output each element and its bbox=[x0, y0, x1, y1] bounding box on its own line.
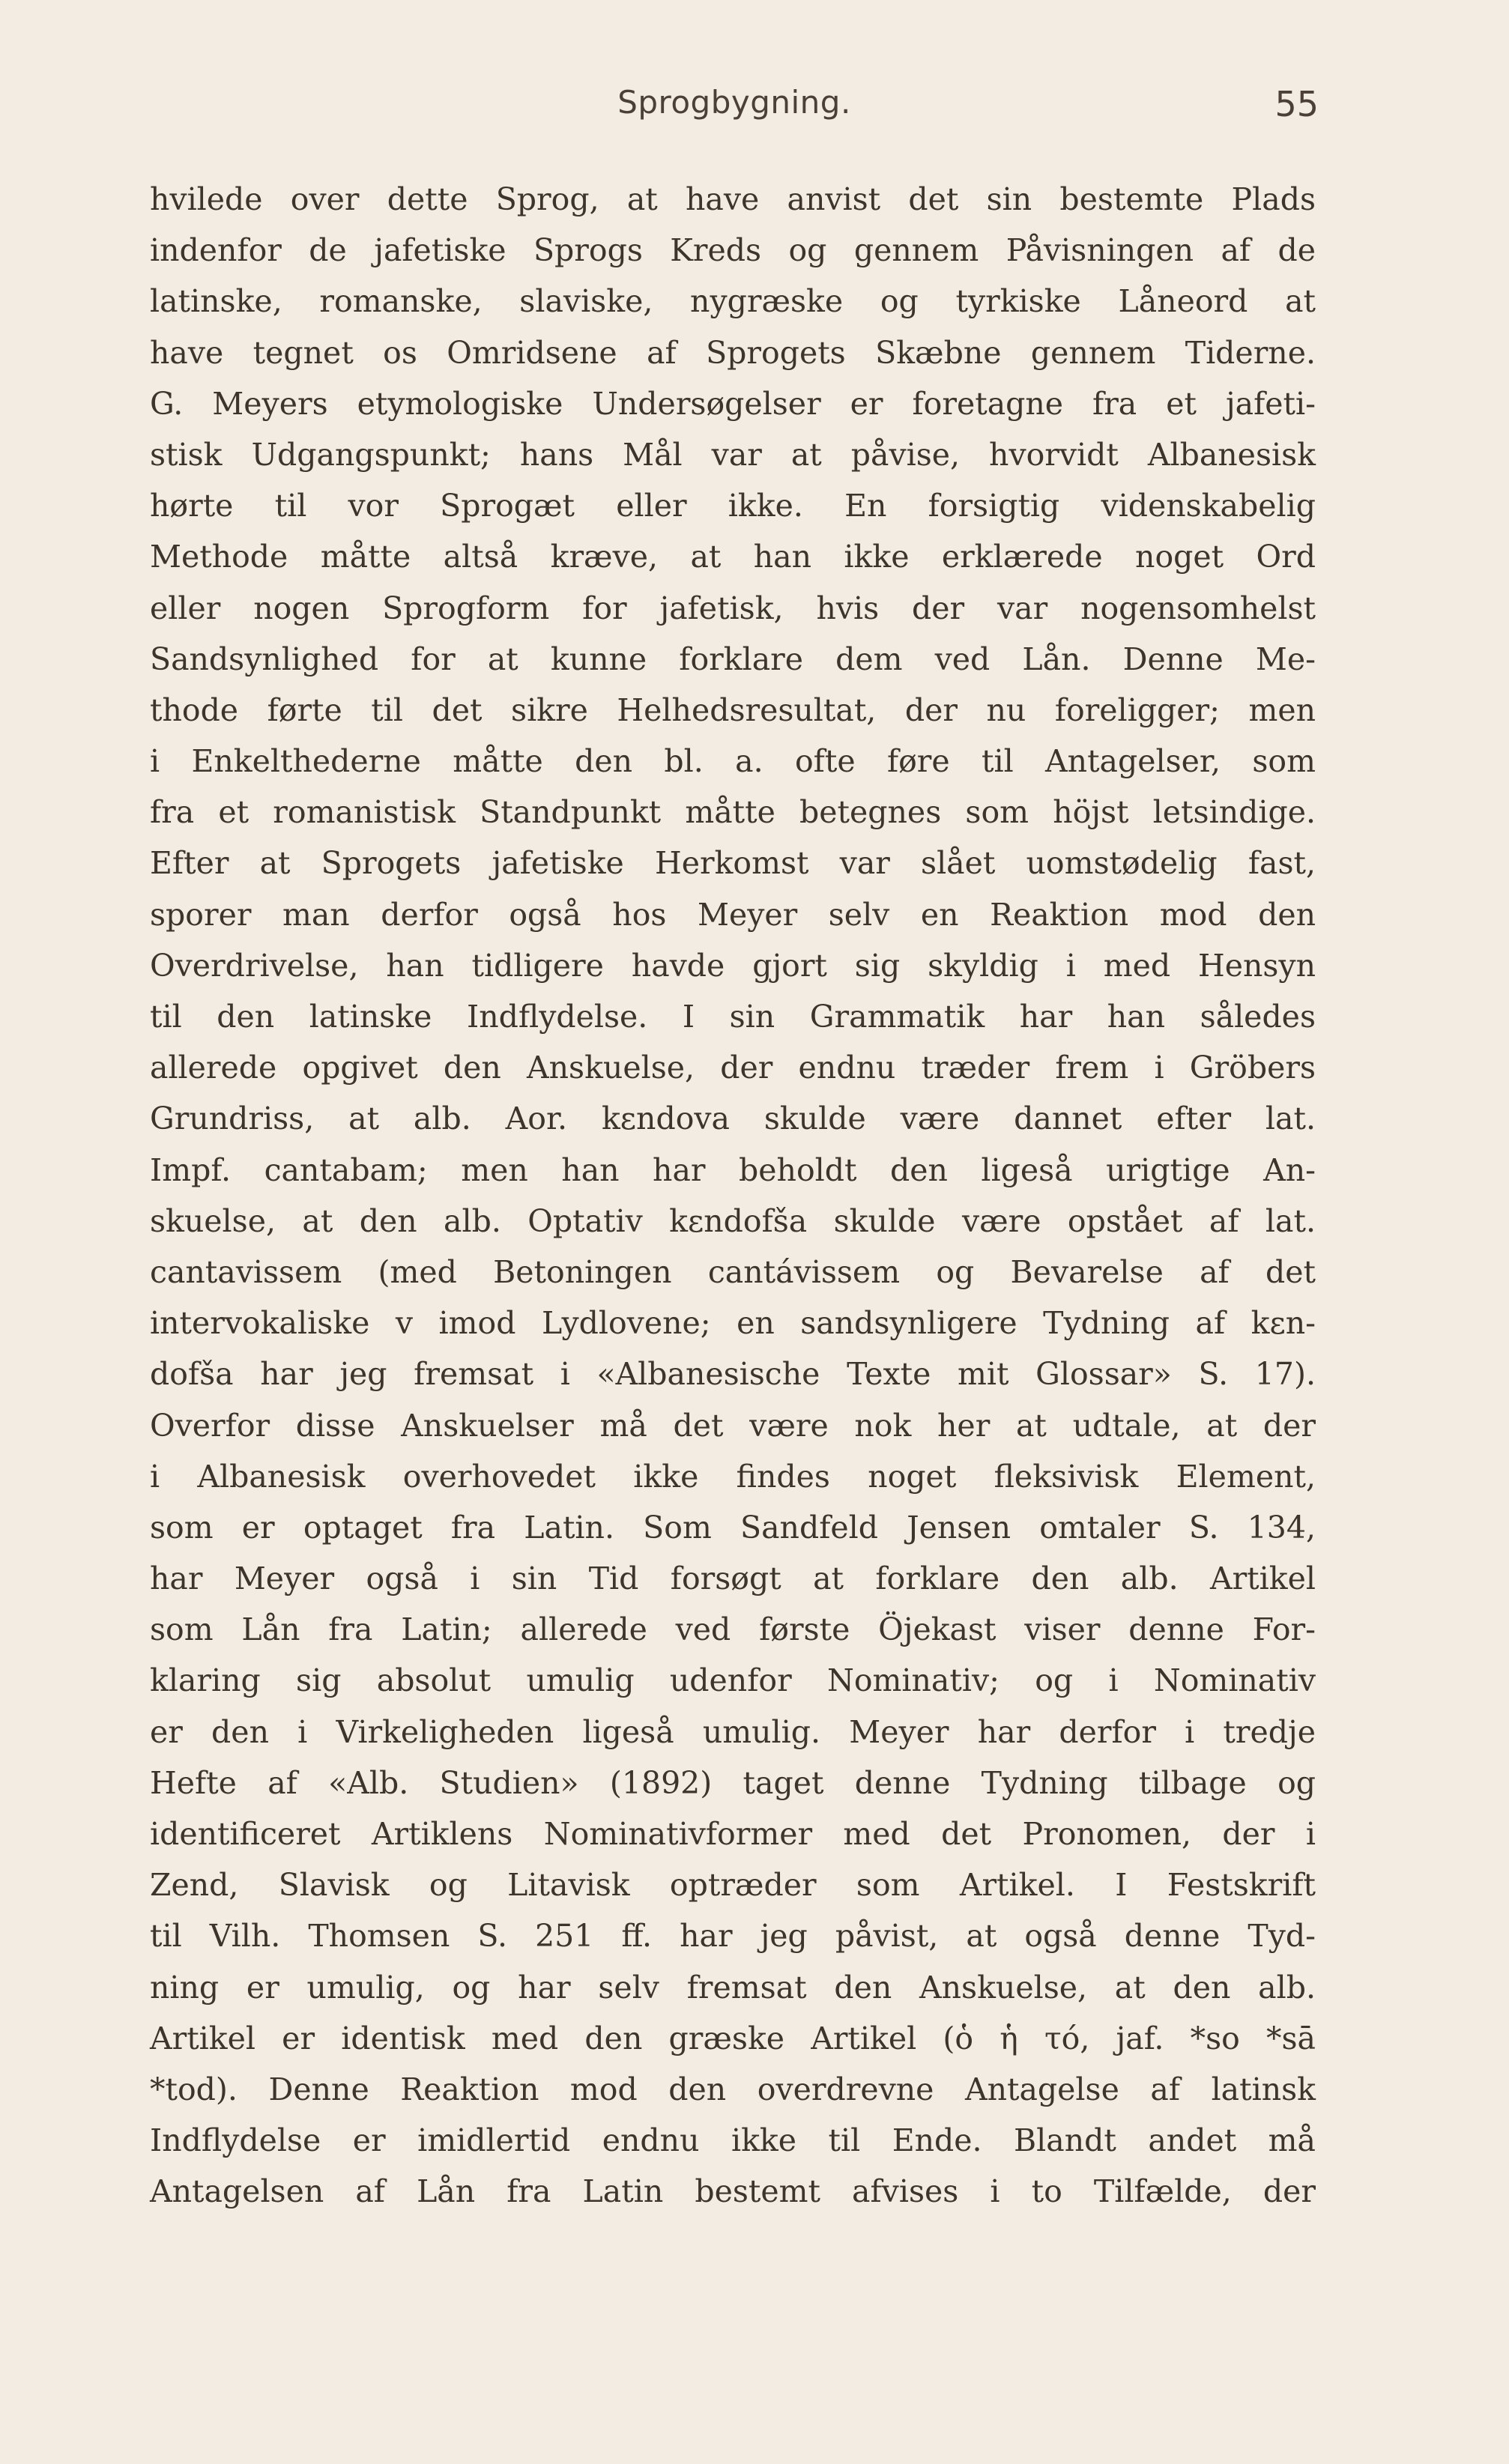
text-line: Grundriss, at alb. Aor. kɛndova skulde være dannet efter lat. bbox=[150, 1101, 1316, 1137]
text-line: hvilede over dette Sprog, at have anvist det sin bestemte Plads bbox=[150, 181, 1316, 217]
text-line: til Vilh. Thomsen S. 251 ff. har jeg påvist, at også denne Tyd- bbox=[150, 1918, 1316, 1955]
text-line: hørte til vor Sprogæt eller ikke. En forsigtig videnskabelig bbox=[150, 488, 1316, 524]
text-line: intervokaliske v imod Lydlovene; en sandsynligere Tydning af kɛn- bbox=[150, 1305, 1316, 1342]
text-line: som Lån fra Latin; allerede ved første Öjekast viser denne For- bbox=[150, 1611, 1316, 1648]
text-line: eller nogen Sprogform for jafetisk, hvis der var nogensomhelst bbox=[150, 590, 1316, 626]
text-line: thode førte til det sikre Helhedsresultat, der nu foreligger; men bbox=[150, 691, 1316, 728]
text-line: G. Meyers etymologiske Undersøgelser er foretagne fra et jafeti- bbox=[150, 385, 1316, 422]
text-line: Impf. cantabam; men han har beholdt den ligeså urigtige An- bbox=[150, 1151, 1316, 1188]
text-line: sporer man derfor også hos Meyer selv en Reaktion mod den bbox=[150, 896, 1316, 933]
text-line: Overfor disse Anskuelser må det være nok her at udtale, at der bbox=[150, 1407, 1316, 1444]
text-line: skuelse, at den alb. Optativ kɛndofša skulde være opstået af lat. bbox=[150, 1202, 1316, 1239]
text-line: latinske, romanske, slaviske, nygræske og tyrkiske Låneord at bbox=[150, 283, 1316, 320]
text-line: fra et romanistisk Standpunkt måtte betegnes som höjst letsindige. bbox=[150, 794, 1316, 831]
running-title: Sprogbygning. bbox=[617, 84, 851, 121]
text-line: som er optaget fra Latin. Som Sandfeld Jensen omtaler S. 134, bbox=[150, 1509, 1316, 1546]
text-line: Artikel er identisk med den græske Artikel (ὁ ἡ τό, jaf. *so *sā bbox=[150, 2020, 1316, 2056]
text-line: stisk Udgangspunkt; hans Mål var at påvise, hvorvidt Albanesisk bbox=[150, 436, 1316, 473]
text-line: Sandsynlighed for at kunne forklare dem ved Lån. Denne Me- bbox=[150, 641, 1316, 677]
text-line: i Albanesisk overhovedet ikke findes noget fleksivisk Element, bbox=[150, 1458, 1316, 1495]
text-line: *tod). Denne Reaktion mod den overdrevne Antagelse af latinsk bbox=[150, 2071, 1316, 2107]
text-line: Zend, Slavisk og Litavisk optræder som Artikel. I Festskrift bbox=[150, 1867, 1316, 1904]
text-line: allerede opgivet den Anskuelse, der endnu træder frem i Gröbers bbox=[150, 1050, 1316, 1086]
text-line: har Meyer også i sin Tid forsøgt at forklare den alb. Artikel bbox=[150, 1561, 1316, 1597]
text-line: dofša har jeg fremsat i «Albanesische Texte mit Glossar» S. 17). bbox=[150, 1356, 1316, 1393]
text-line: Indflydelse er imidlertid endnu ikke til Ende. Blandt andet må bbox=[150, 2122, 1316, 2159]
text-line: have tegnet os Omridsene af Sprogets Skæbne gennem Tiderne. bbox=[150, 334, 1316, 371]
text-line: Hefte af «Alb. Studien» (1892) taget denne Tydning tilbage og bbox=[150, 1764, 1316, 1801]
text-line: cantavissem (med Betoningen cantávissem og Bevarelse af det bbox=[150, 1253, 1316, 1290]
body-text bbox=[150, 174, 1316, 2218]
text-line: Overdrivelse, han tidligere havde gjort sig skyldig i med Hensyn bbox=[150, 947, 1316, 984]
text-line: klaring sig absolut umulig udenfor Nominativ; og i Nominativ bbox=[150, 1662, 1316, 1699]
text-line: er den i Virkeligheden ligeså umulig. Meyer har derfor i tredje bbox=[150, 1713, 1316, 1750]
text-line: Antagelsen af Lån fra Latin bestemt afvises i to Tilfælde, der bbox=[150, 2173, 1316, 2210]
text-line: indenfor de jafetiske Sprogs Kreds og gennem Påvisningen af de bbox=[150, 232, 1316, 269]
text-line: i Enkelthederne måtte den bl. a. ofte føre til Antagelser, som bbox=[150, 743, 1316, 780]
text-line: Methode måtte altså kræve, at han ikke erklærede noget Ord bbox=[150, 539, 1316, 575]
text-line: til den latinske Indflydelse. I sin Grammatik har han således bbox=[150, 999, 1316, 1035]
running-head bbox=[150, 84, 1319, 129]
text-line: identificeret Artiklens Nominativformer med det Pronomen, der i bbox=[150, 1816, 1316, 1852]
page-number: 55 bbox=[1274, 84, 1319, 124]
text-line: ning er umulig, og har selv fremsat den Anskuelse, at den alb. bbox=[150, 1969, 1316, 2006]
text-line: Efter at Sprogets jafetiske Herkomst var slået uomstødelig fast, bbox=[150, 845, 1316, 882]
